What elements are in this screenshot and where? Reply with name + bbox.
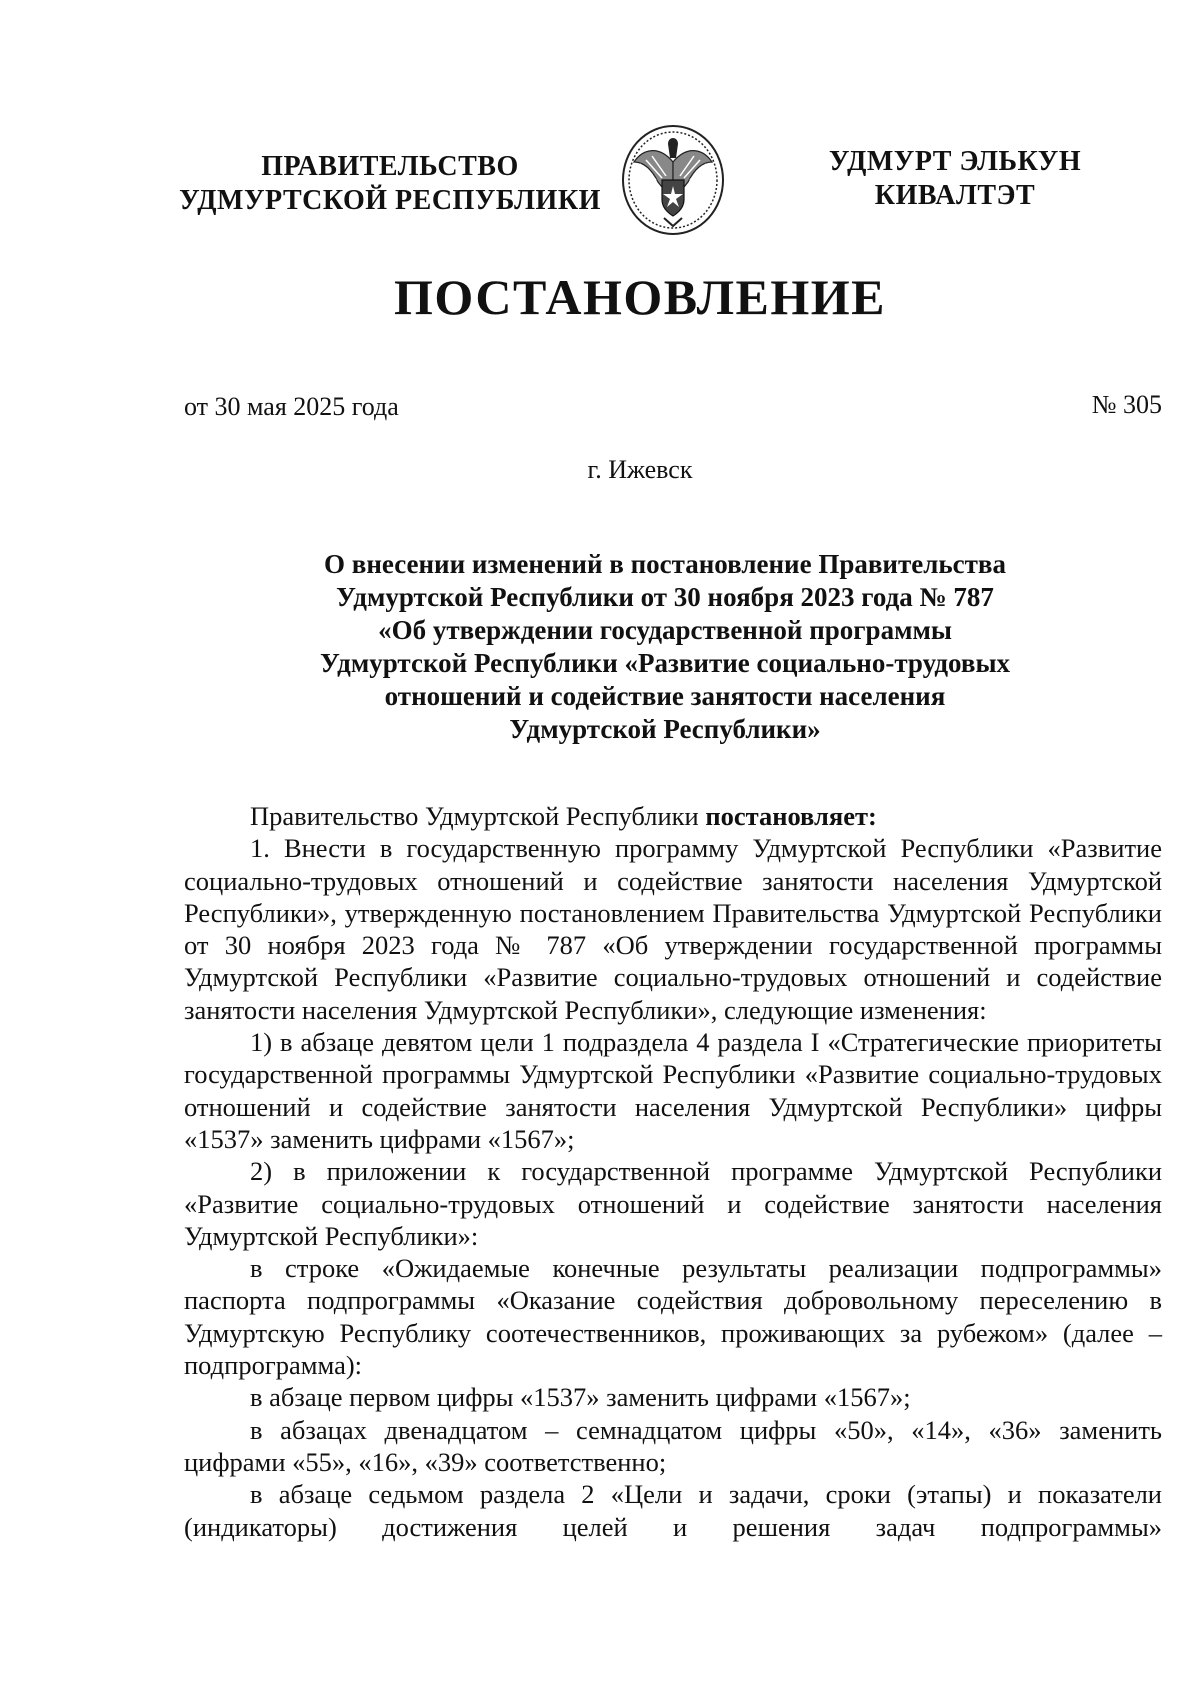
- title-line: О внесении изменений в постановление Правительства: [324, 549, 1006, 579]
- intro-resolves: постановляет:: [705, 801, 877, 831]
- org-name-russian-line1: ПРАВИТЕЛЬСТВО: [261, 151, 519, 182]
- body-paragraph: в абзаце первом цифры «1537» заменить цифрами «1567»;: [250, 1382, 911, 1413]
- body-paragraph: 1. Внести в государственную программу Удмуртской Республики «Развитие социально-трудовых отношений и содействие занятости населения Удмуртской Республики», утвержденную постановлением Правительства Удмуртской Республики от 30 ноября 2023 года № 787 «Об утверждении государственной программы Удмуртской Республики «Развитие социально-трудовых отношений и содействие занятости населения Удмуртской Республики», следующие изменения:: [184, 833, 1162, 1025]
- document-body: [184, 800, 1162, 1543]
- document-type-heading: ПОСТАНОВЛЕНИЕ: [394, 269, 886, 325]
- intro-text: Правительство Удмуртской Республики: [250, 801, 706, 831]
- body-paragraph: 1) в абзаце девятом цели 1 подраздела 4 раздела I «Стратегические приоритеты государственной программы Удмуртской Республики «Развитие социально-трудовых отношений и содействие занятости населения Удмуртской Республики» цифры «1537» заменить цифрами «1567»;: [184, 1027, 1162, 1154]
- org-name-russian-line2: УДМУРТСКОЙ РЕСПУБЛИКИ: [179, 185, 601, 216]
- org-name-udmurt-line1: УДМУРТ ЭЛЬКУН: [828, 146, 1082, 177]
- title-line: Удмуртской Республики от 30 ноября 2023 года № 787: [336, 582, 994, 612]
- body-paragraph: в абзаце седьмом раздела 2 «Цели и задачи, сроки (этапы) и показатели (индикаторы) достижения целей и решения задач подпрограммы»: [184, 1479, 1162, 1542]
- intro-paragraph: [184, 800, 1162, 832]
- body-paragraph: 2) в приложении к государственной программе Удмуртской Республики «Развитие социально-трудовых отношений и содействие занятости населения Удмуртской Республики»:: [184, 1156, 1162, 1251]
- title-line: отношений и содействие занятости населения: [384, 681, 946, 711]
- org-name-russian: [160, 150, 620, 218]
- document-number: № 305: [1091, 390, 1162, 419]
- title-line: Удмуртской Республики»: [509, 714, 821, 744]
- coat-of-arms-icon: [618, 122, 728, 238]
- org-name-udmurt-line2: КИВАЛТЭТ: [874, 180, 1036, 211]
- title-line: «Об утверждении государственной программы: [378, 615, 952, 645]
- document-title: [250, 548, 1080, 746]
- title-line: Удмуртской Республики «Развитие социально-трудовых: [319, 648, 1011, 678]
- body-paragraph: в абзацах двенадцатом – семнадцатом цифры «50», «14», «36» заменить цифрами «55», «16», «39» соответственно;: [184, 1414, 1162, 1477]
- document-city: г. Ижевск: [587, 455, 693, 484]
- document-date: от 30 мая 2025 года: [184, 392, 399, 421]
- org-name-udmurt: [800, 145, 1110, 213]
- body-paragraph: в строке «Ожидаемые конечные результаты реализации подпрограммы» паспорта подпрограммы «Оказание содействия добровольному переселению в Удмуртскую Республику соотечественников, проживающих за рубежом» (далее – подпрограмма):: [184, 1253, 1162, 1381]
